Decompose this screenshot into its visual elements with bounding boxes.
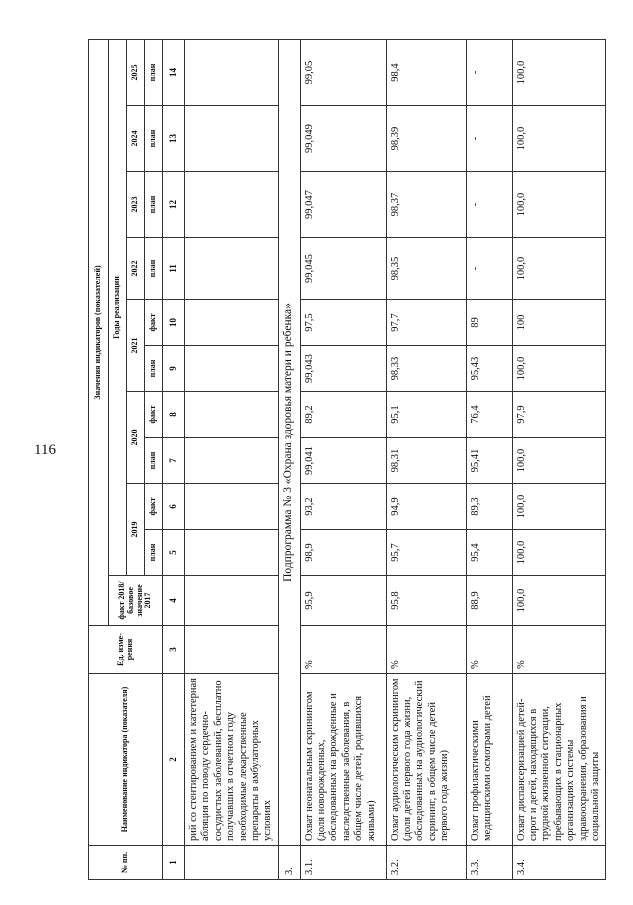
value-cell: 95,7	[386, 530, 466, 576]
unit: %	[300, 626, 386, 674]
header-2021: 2021	[127, 300, 145, 392]
value-cell: 98,33	[386, 346, 466, 392]
value-cell: 100	[512, 300, 606, 346]
header-2020: 2020	[127, 392, 145, 484]
col-number: 14	[163, 39, 185, 105]
section-row	[278, 39, 300, 879]
header-values: Значения индикаторов (показателей)	[89, 39, 109, 625]
base-value: 95,8	[386, 576, 466, 626]
header-plan: план	[145, 106, 163, 172]
header-plan: план	[145, 238, 163, 300]
value-cell: 93,2	[300, 484, 386, 530]
col-number: 12	[163, 172, 185, 238]
section-no: 3.	[278, 846, 300, 880]
value-cell: 100,0	[512, 238, 606, 300]
header-fact-sub: факт	[145, 484, 163, 530]
value-cell: 95,4	[466, 530, 512, 576]
value-cell: 100,0	[512, 484, 606, 530]
unit: %	[466, 626, 512, 674]
header-fact-sub: факт	[145, 300, 163, 346]
indicator-name: Охват профилактическими медицинскими осмотрами детей	[466, 674, 512, 846]
value-cell: -	[466, 238, 512, 300]
value-cell: 99,041	[300, 438, 386, 484]
value-cell: 76,4	[466, 392, 512, 438]
col-number: 4	[163, 576, 185, 626]
value-cell: 97,7	[386, 300, 466, 346]
value-cell: 100,0	[512, 346, 606, 392]
value-cell: 95,43	[466, 346, 512, 392]
col-number: 6	[163, 484, 185, 530]
header-2022: 2022	[127, 238, 145, 300]
indicator-name: Охват диспансеризацией детей-сирот и детей, находящихся в трудной жизненной ситуации, пребывающих в стационарных организациях системы здравоохранения, образования и социальной защиты	[512, 674, 606, 846]
base-value: 88,9	[466, 576, 512, 626]
value-cell: -	[466, 39, 512, 105]
unit: %	[386, 626, 466, 674]
value-cell: 89	[466, 300, 512, 346]
indicators-table	[88, 39, 606, 880]
row-no: 3.3.	[466, 846, 512, 880]
col-number: 11	[163, 238, 185, 300]
indicator-name: Охват неонатальным скринингом (доля новорожденных, обследованных на врожденные и наследственные заболевания, в общем числе детей, родившихся живыми)	[300, 674, 386, 846]
value-cell: 100,0	[512, 172, 606, 238]
unit: %	[512, 626, 606, 674]
row-no: 3.4.	[512, 846, 606, 880]
header-fact: факт 2018/базовое значение 2017	[109, 576, 163, 626]
value-cell: 100,0	[512, 438, 606, 484]
row-no: 3.1.	[300, 846, 386, 880]
header-years: Годы реализации	[109, 39, 127, 575]
indicator-name: рий со стентированием и катетерная абляция по поводу сердечно-сосудистых заболеваний, бесплатно получавших в отчетном году необходимые лекарственные препараты в амбулаторных условиях	[185, 674, 279, 846]
value-cell: 99,045	[300, 238, 386, 300]
section-title: Подпрограмма № 3 «Охрана здоровья матери и ребенка»	[278, 39, 300, 845]
value-cell: 98,4	[386, 39, 466, 105]
header-plan: план	[145, 438, 163, 484]
table-row	[512, 39, 606, 879]
col-number: 5	[163, 530, 185, 576]
header-plan: план	[145, 39, 163, 105]
col-number: 1	[163, 846, 185, 880]
value-cell: 98,31	[386, 438, 466, 484]
table-row	[466, 39, 512, 879]
value-cell: 95,1	[386, 392, 466, 438]
value-cell: 99,047	[300, 172, 386, 238]
col-number: 10	[163, 300, 185, 346]
header-2019: 2019	[127, 484, 145, 576]
table-row	[185, 39, 279, 879]
indicator-name: Охват аудиологическим скринингом (доля детей первого года жизни, обследованных на аудиологический скрининг, в общем числе детей первого года жизни)	[386, 674, 466, 846]
value-cell: -	[466, 172, 512, 238]
header-plan: план	[145, 172, 163, 238]
col-number: 13	[163, 106, 185, 172]
value-cell: 98,37	[386, 172, 466, 238]
value-cell: 100,0	[512, 39, 606, 105]
header-2024: 2024	[127, 106, 145, 172]
col-number: 7	[163, 438, 185, 484]
col-number: 3	[163, 626, 185, 674]
col-number: 9	[163, 346, 185, 392]
value-cell: 98,39	[386, 106, 466, 172]
value-cell: 89,3	[466, 484, 512, 530]
value-cell: 98,9	[300, 530, 386, 576]
header-2025: 2025	[127, 39, 145, 105]
value-cell: 97,9	[512, 392, 606, 438]
value-cell: 100,0	[512, 530, 606, 576]
header-name: Наименование индикатора (показателя)	[89, 674, 163, 846]
value-cell: 100,0	[512, 106, 606, 172]
table-row	[300, 39, 386, 879]
col-number: 8	[163, 392, 185, 438]
base-value: 100,0	[512, 576, 606, 626]
header-plan: план	[145, 346, 163, 392]
value-cell: 94,9	[386, 484, 466, 530]
header-fact-sub: факт	[145, 392, 163, 438]
value-cell: 97,5	[300, 300, 386, 346]
indicators-table-rotated	[88, 40, 600, 880]
header-no: № пп.	[89, 846, 163, 880]
header-unit: Ед. изме-рения	[89, 626, 163, 674]
col-number: 2	[163, 674, 185, 846]
value-cell: 99,049	[300, 106, 386, 172]
row-no: 3.2.	[386, 846, 466, 880]
value-cell: -	[466, 106, 512, 172]
value-cell: 99,05	[300, 39, 386, 105]
page-number: 116	[34, 442, 56, 458]
value-cell: 95,41	[466, 438, 512, 484]
value-cell: 98,35	[386, 238, 466, 300]
value-cell: 89,2	[300, 392, 386, 438]
header-2023: 2023	[127, 172, 145, 238]
header-plan: план	[145, 530, 163, 576]
base-value: 95,9	[300, 576, 386, 626]
table-row	[386, 39, 466, 879]
value-cell: 99,043	[300, 346, 386, 392]
